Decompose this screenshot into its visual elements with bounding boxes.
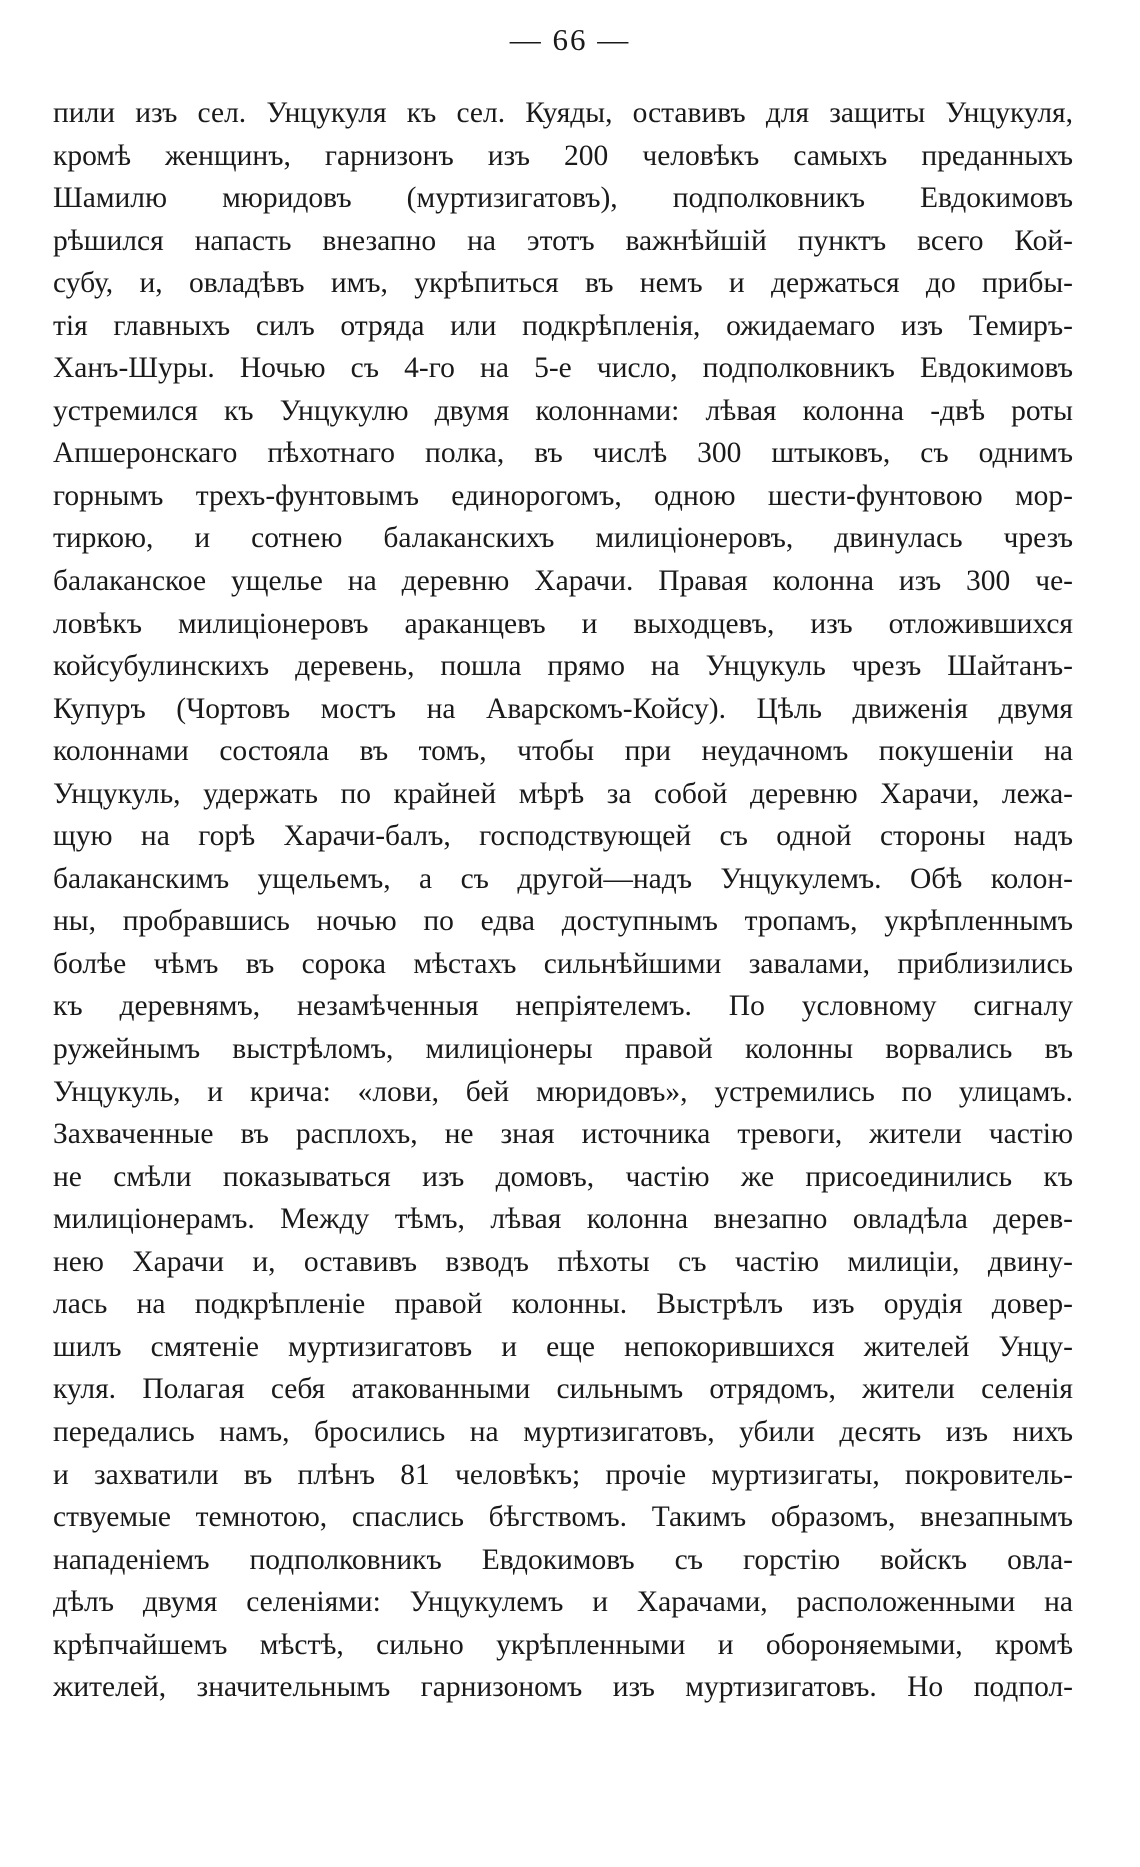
text-line: къ деревнямъ, незамѣченныя непріятелемъ. По условному сигналу bbox=[53, 990, 1073, 1023]
page-number: — 66 — bbox=[509, 22, 631, 57]
text-line: ружейнымъ выстрѣломъ, милиціонеры правой колонны ворвались въ bbox=[53, 1033, 1073, 1066]
text-line: субу, и, овладѣвъ имъ, укрѣпиться въ немъ и держаться до прибы- bbox=[53, 267, 1073, 300]
text-line: не смѣли показываться изъ домовъ, частію же присоединились къ bbox=[53, 1160, 1073, 1193]
text-line: милиціонерамъ. Между тѣмъ, лѣвая колонна внезапно овладѣла дерев- bbox=[53, 1203, 1073, 1236]
text-line: балаканскимъ ущельемъ, а съ другой—надъ Унцукулемъ. Обѣ колон- bbox=[53, 862, 1073, 895]
text-line: горнымъ трехъ-фунтовымъ единорогомъ, одною шести-фунтовою мор- bbox=[53, 479, 1073, 512]
text-line: и захватили въ плѣнъ 81 человѣкъ; прочіе муртизигаты, покровитель- bbox=[53, 1458, 1073, 1491]
text-line: колоннами состояла въ томъ, чтобы при неудачномъ покушеніи на bbox=[53, 735, 1073, 768]
text-line: пили изъ сел. Унцукуля къ сел. Куяды, оставивъ для защиты Унцукуля, bbox=[53, 97, 1073, 129]
text-line: нападеніемъ подполковникъ Евдокимовъ съ горстію войскъ овла- bbox=[53, 1543, 1073, 1576]
text-line: кромѣ женщинъ, гарнизонъ изъ 200 человѣкъ самыхъ преданныхъ bbox=[53, 139, 1073, 172]
text-line: тія главныхъ силъ отряда или подкрѣпленія, ожидаемаго изъ Темиръ- bbox=[53, 309, 1073, 342]
text-line: рѣшился напасть внезапно на этотъ важнѣйшій пунктъ всего Кой- bbox=[53, 224, 1073, 257]
text-line: крѣпчайшемъ мѣстѣ, сильно укрѣпленными и обороняемыми, кромѣ bbox=[53, 1628, 1073, 1661]
text-line: жителей, значительнымъ гарнизономъ изъ муртизигатовъ. Но подпол- bbox=[53, 1671, 1073, 1704]
text-line: тиркою, и сотнею балаканскихъ милиціонеровъ, двинулась чрезъ bbox=[53, 522, 1073, 555]
text-line: щую на горѣ Харачи-балъ, господствующей съ одной стороны надъ bbox=[53, 820, 1073, 853]
text-line: Ханъ-Шуры. Ночью съ 4-го на 5-е число, подполковникъ Евдокимовъ bbox=[53, 352, 1073, 385]
text-line: ствуемые темнотою, спаслись бѣгствомъ. Такимъ образомъ, внезапнымъ bbox=[53, 1501, 1073, 1534]
text-line: Апшеронскаго пѣхотнаго полка, въ числѣ 300 штыковъ, съ однимъ bbox=[53, 437, 1073, 470]
text-line: Унцукуль, удержать по крайней мѣрѣ за собой деревню Харачи, лежа- bbox=[53, 777, 1073, 810]
body-text bbox=[53, 92, 1073, 1709]
text-line: Захваченные въ расплохъ, не зная источника тревоги, жители частію bbox=[53, 1118, 1073, 1151]
text-line: койсубулинскихъ деревень, пошла прямо на Унцукуль чрезъ Шайтанъ- bbox=[53, 650, 1073, 683]
text-line: передались намъ, бросились на муртизигатовъ, убили десять изъ нихъ bbox=[53, 1415, 1073, 1448]
text-line: дѣлъ двумя селеніями: Унцукулемъ и Харачами, расположенными на bbox=[53, 1586, 1073, 1619]
text-line: куля. Полагая себя атакованными сильнымъ отрядомъ, жители селенія bbox=[53, 1373, 1073, 1406]
text-line: нею Харачи и, оставивъ взводъ пѣхоты съ частію милиціи, двину- bbox=[53, 1245, 1073, 1278]
text-line: Унцукуль, и крича: «лови, бей мюридовъ», устремились по улицамъ. bbox=[53, 1075, 1073, 1108]
text-line: ны, пробравшись ночью по едва доступнымъ тропамъ, укрѣпленнымъ bbox=[53, 905, 1073, 938]
text-line: Купуръ (Чортовъ мостъ на Аварскомъ-Койсу). Цѣль движенія двумя bbox=[53, 692, 1073, 725]
text-line: балаканское ущелье на деревню Харачи. Правая колонна изъ 300 че- bbox=[53, 565, 1073, 598]
text-line: шилъ смятеніе муртизигатовъ и еще непокорившихся жителей Унцу- bbox=[53, 1330, 1073, 1363]
text-line: лась на подкрѣпленіе правой колонны. Выстрѣлъ изъ орудія довер- bbox=[53, 1288, 1073, 1321]
text-line: Шамилю мюридовъ (муртизигатовъ), подполковникъ Евдокимовъ bbox=[53, 182, 1073, 215]
text-line: устремился къ Унцукулю двумя колоннами: лѣвая колонна -двѣ роты bbox=[53, 394, 1073, 427]
text-line: болѣе чѣмъ въ сорока мѣстахъ сильнѣйшими завалами, приблизились bbox=[53, 947, 1073, 980]
text-line: ловѣкъ милиціонеровъ араканцевъ и выходцевъ, изъ отложившихся bbox=[53, 607, 1073, 640]
